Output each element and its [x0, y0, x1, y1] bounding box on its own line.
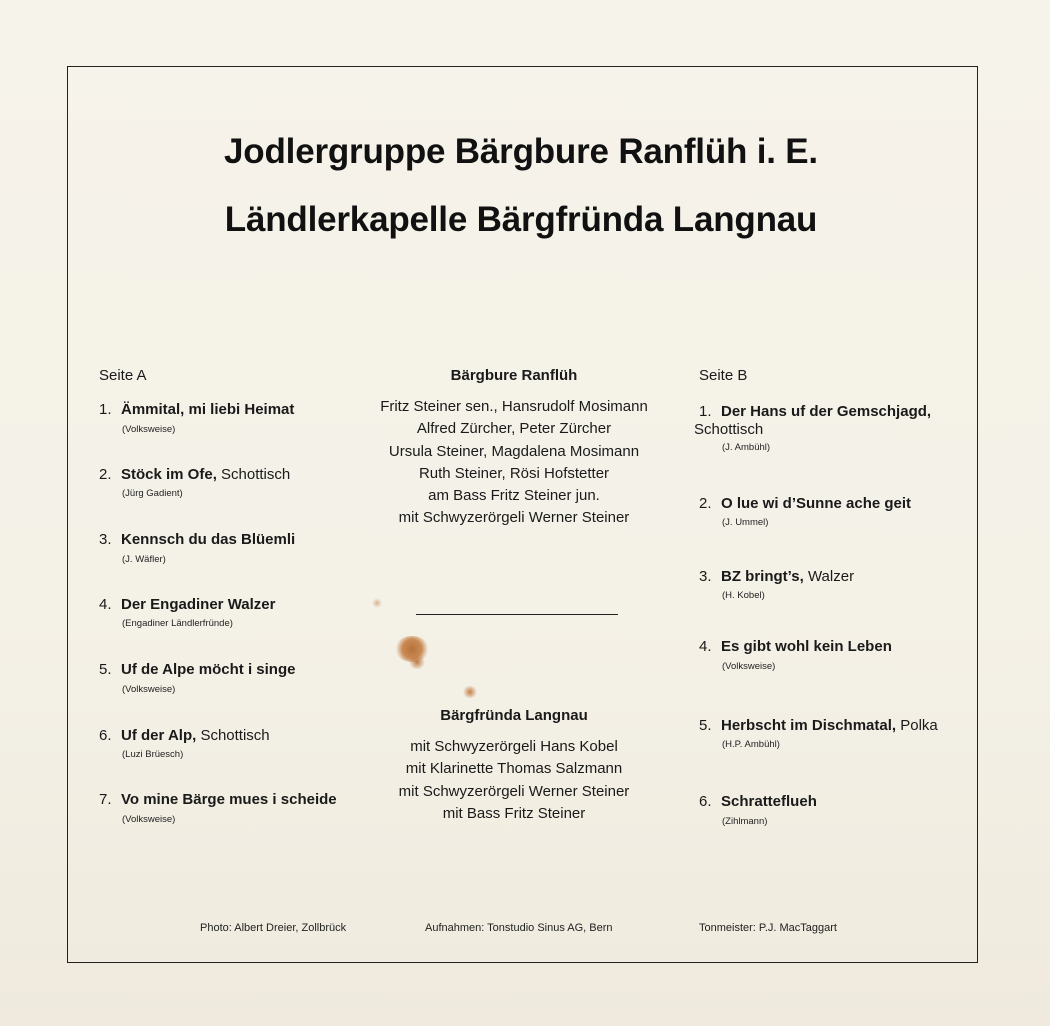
track-b5 [699, 717, 938, 735]
track-title: Kennsch du das Blüemli [121, 531, 296, 548]
track-number: 5. [699, 717, 712, 734]
track-title: Vo mine Bärge mues i scheide [121, 791, 337, 808]
track-number: 1. [699, 403, 712, 420]
track-number: 3. [99, 531, 112, 548]
track-style: Schottisch [200, 727, 270, 744]
recording-credit: Aufnahmen: Tonstudio Sinus AG, Bern [425, 922, 613, 934]
track-b2 [699, 495, 911, 513]
track-composer: (Volksweise) [122, 424, 176, 435]
track-number: 4. [699, 638, 712, 655]
track-title: Uf de Alpe möcht i singe [121, 661, 296, 678]
track-title: BZ bringt’s, [721, 568, 804, 585]
track-a7 [99, 791, 337, 809]
track-composer: (Jürg Gadient) [122, 488, 183, 499]
track-composer: (Luzi Brüesch) [122, 749, 184, 760]
track-a1 [99, 401, 294, 419]
group-2-block [340, 707, 688, 825]
title-line-1: Jodlergruppe Bärgbure Ranflüh i. E. [224, 132, 818, 171]
track-composer: (J. Ambühl) [722, 442, 771, 453]
track-b4 [699, 638, 892, 656]
track-composer: (H. Kobel) [722, 590, 765, 601]
group-1-block [340, 367, 688, 530]
track-title: Ämmital, mi liebi Heimat [121, 401, 295, 418]
group-2-member: mit Klarinette Thomas Salzmann [405, 760, 623, 778]
track-title: O lue wi d’Sunne ache geit [721, 495, 912, 512]
track-b1 [694, 403, 959, 439]
engineer-credit: Tonmeister: P.J. MacTaggart [699, 922, 837, 934]
track-b3 [699, 568, 854, 586]
group-1-member: Ursula Steiner, Magdalena Mosimann [388, 442, 640, 460]
track-title: Der Engadiner Walzer [121, 596, 276, 613]
group-1-member: Alfred Zürcher, Peter Zürcher [416, 420, 612, 438]
track-style: Polka [900, 717, 938, 734]
track-title: Uf der Alp, [121, 727, 197, 744]
track-b6 [699, 793, 817, 811]
track-number: 3. [699, 568, 712, 585]
track-a4 [99, 596, 275, 614]
title-line-2: Ländlerkapelle Bärgfründa Langnau [224, 200, 818, 239]
track-a5 [99, 661, 295, 679]
track-number: 2. [699, 495, 712, 512]
track-number: 5. [99, 661, 112, 678]
track-title: Der Hans uf der Gemschjagd, [721, 403, 932, 420]
track-style: Walzer [807, 568, 855, 585]
track-title: Es gibt wohl kein Leben [721, 638, 892, 655]
group-2-member: mit Schwyzerörgeli Hans Kobel [410, 738, 618, 755]
track-number: 4. [99, 596, 112, 613]
group-2-member: mit Schwyzerörgeli Werner Steiner [398, 782, 630, 800]
group-1-member: am Bass Fritz Steiner jun. [428, 487, 600, 505]
track-title: Herbscht im Dischmatal, [721, 717, 897, 734]
track-title: Stöck im Ofe, [121, 466, 217, 483]
track-composer: (Volksweise) [722, 661, 776, 672]
group-2-heading: Bärgfründa Langnau [440, 707, 588, 724]
group-1-heading: Bärgbure Ranflüh [450, 367, 578, 384]
track-composer: (H.P. Ambühl) [722, 739, 780, 750]
track-number: 6. [99, 727, 112, 744]
track-number: 7. [99, 791, 112, 808]
track-composer: (Volksweise) [122, 684, 176, 695]
track-composer: (Zihlmann) [722, 816, 768, 827]
divider-line [416, 614, 618, 615]
track-number: 2. [99, 466, 112, 483]
track-title: Schratteflueh [721, 793, 817, 810]
track-composer: (Engadiner Ländlerfründe) [122, 618, 233, 629]
track-a6 [99, 727, 270, 745]
side-a-label: Seite A [99, 367, 147, 384]
track-composer: (J. Wäfler) [122, 554, 166, 565]
group-1-member: mit Schwyzerörgeli Werner Steiner [398, 509, 630, 527]
track-composer: (J. Ummel) [722, 517, 769, 528]
side-b-label: Seite B [699, 367, 748, 384]
group-2-member: mit Bass Fritz Steiner [442, 804, 586, 822]
track-a3 [99, 531, 295, 549]
track-number: 6. [699, 793, 712, 810]
track-number: 1. [99, 401, 112, 418]
track-a2 [99, 466, 290, 484]
group-1-member: Fritz Steiner sen., Hansrudolf Mosimann [380, 398, 648, 415]
track-style: Schottisch [221, 466, 291, 483]
photo-credit: Photo: Albert Dreier, Zollbrück [200, 922, 347, 934]
track-style: Schottisch [694, 421, 764, 438]
track-composer: (Volksweise) [122, 814, 176, 825]
group-1-member: Ruth Steiner, Rösi Hofstetter [418, 464, 610, 482]
